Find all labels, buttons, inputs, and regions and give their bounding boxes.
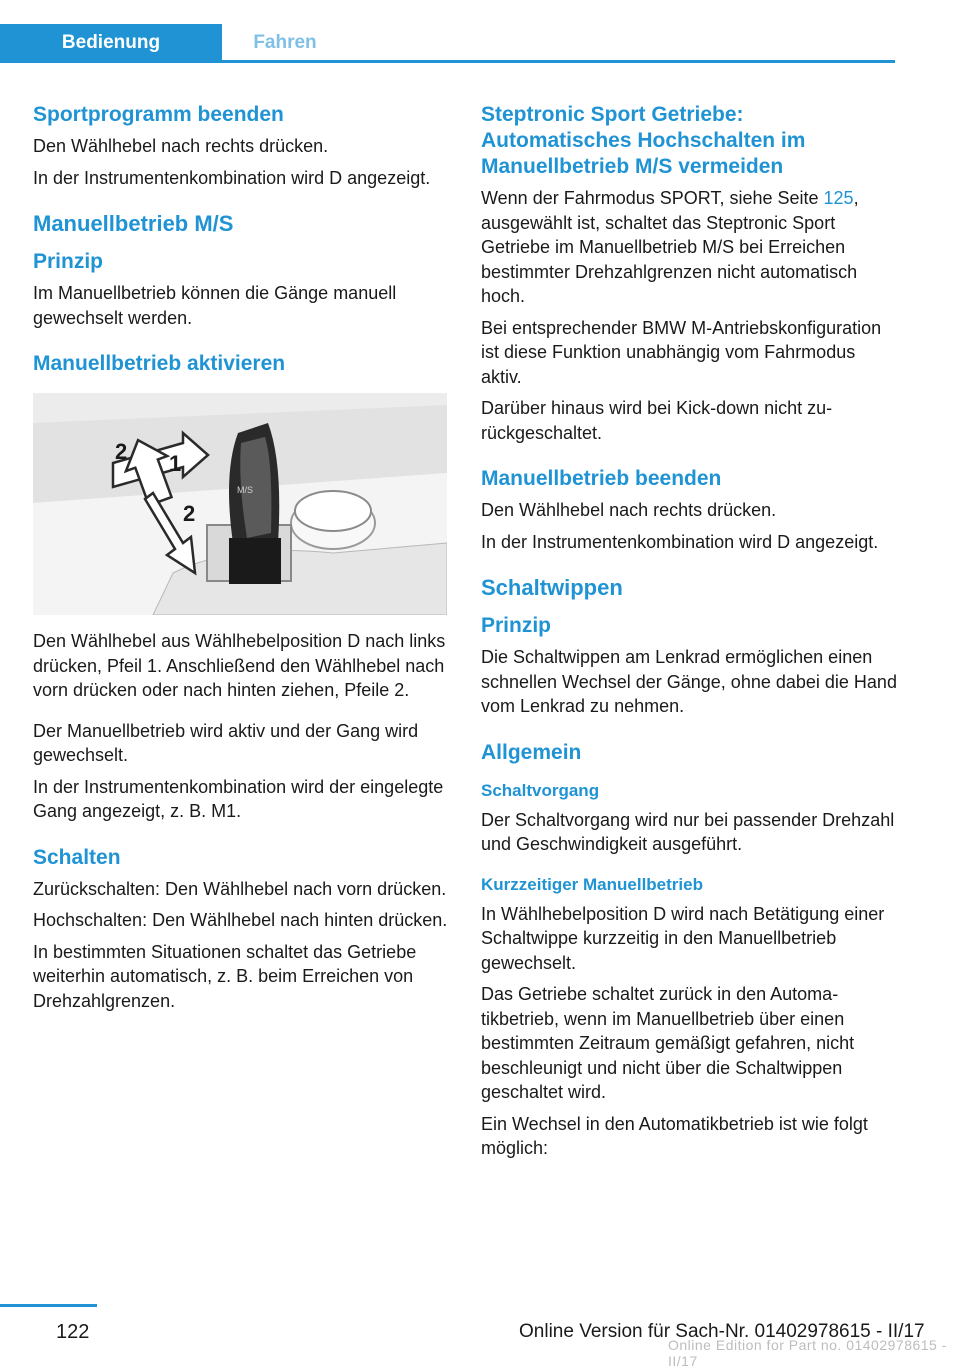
short-manual-text-1: In Wählhebelposition D wird nach Betätigung einer Schaltwippe kurzzeitig in den Manuellbetrieb gewechselt. [481, 903, 885, 973]
steptronic-text-1 [481, 186, 899, 309]
watermark: Online Edition for Part no. 01402978615 - II/17 [668, 1337, 947, 1369]
manual-end-text-2: In der Instrumentenkombination wird D angezeigt. [481, 531, 879, 552]
manual-mode-heading: Manuellbetrieb M/S [33, 211, 234, 236]
paddles-heading: Schaltwippen [481, 575, 623, 600]
shift-text-1: Zurückschalten: Den Wählhebel nach vorn drücken. [33, 878, 447, 899]
activate-text-1: Den Wählhebel aus Wählhebelposition D nach links drücken, Pfeil 1. Anschließend den Wählhebel nach vorn drücken oder nach hinten ziehen, Pfeile 2. [33, 631, 446, 700]
steptronic-heading: Steptronic Sport Getriebe: Automatisches Hochschalten im Manuellbetrieb M/S vermeiden [481, 103, 806, 178]
short-manual-text-3: Ein Wechsel in den Automatikbetrieb ist wie folgt möglich: [481, 1113, 868, 1158]
steptronic-text-2: Bei entsprechender BMW M-Antriebskonfiguration ist diese Funktion unabhängig vom Fahrmodus aktiv. [481, 317, 882, 387]
page-number: 122 [56, 1321, 90, 1343]
arrow-2b-label: 2 [183, 501, 196, 526]
manual-end-text-1: Den Wählhebel nach rechts drücken. [481, 500, 777, 520]
gear-selector-illustration [33, 393, 447, 615]
tab-fahren[interactable]: Fahren [253, 32, 317, 53]
manual-activate-heading: Manuellbetrieb aktivieren [33, 352, 286, 375]
arrow-2a-label: 2 [115, 439, 128, 464]
steptronic-text-1b: , ausgewählt ist, schaltet das Steptronic Sport Getriebe im Manuellbetrieb M/S bei Erreichen bestimmter Drehzahlgrenzen nicht automatisch hoch. [481, 188, 859, 306]
tab-bedienung[interactable]: Bedienung [0, 24, 222, 60]
sport-end-heading: Sportprogramm beenden [33, 103, 284, 126]
right-column [481, 102, 899, 1168]
activate-text-3: In der Instrumentenkombination wird der eingelegte Gang angezeigt, z. B. M1. [33, 776, 444, 821]
left-column [33, 102, 451, 1020]
paddles-prinzip-heading: Prinzip [481, 614, 552, 637]
short-manual-heading: Kurzzeitiger Manuellbetrieb [481, 874, 703, 894]
prinzip-heading: Prinzip [33, 250, 104, 273]
steptronic-text-3: Darüber hinaus wird bei Kick-down nicht zurückgeschaltet. [481, 398, 833, 443]
steptronic-text-1a: Wenn der Fahrmodus SPORT, siehe Seite [481, 188, 824, 208]
chapter-tabs [0, 24, 895, 62]
shift-text-3: In bestimmten Situationen schaltet das Getriebe weiterhin automatisch, z. B. beim Erreichen von Drehzahlgrenzen. [33, 941, 417, 1011]
gear-selector-figure [33, 393, 447, 615]
shift-text-2: Hochschalten: Den Wählhebel nach hinten drücken. [33, 910, 448, 930]
prinzip-text: Im Manuellbetrieb können die Gänge manuell gewechselt werden. [33, 283, 397, 328]
general-heading: Allgemein [481, 740, 582, 764]
gear-ms-label: M/S [237, 485, 254, 495]
activate-text-2: Der Manuellbetrieb wird aktiv und der Gang wird gewechselt. [33, 720, 419, 765]
header-rule [0, 60, 895, 63]
sport-end-text-1: Den Wählhebel nach rechts drücken. [33, 136, 329, 156]
manual-end-heading: Manuellbetrieb beenden [481, 467, 722, 490]
shift-heading: Schalten [33, 845, 121, 869]
sport-end-text-2: In der Instrumentenkombination wird D angezeigt. [33, 167, 431, 188]
footer-rule [0, 1304, 97, 1307]
arrow-1-label: 1 [169, 451, 182, 476]
short-manual-text-2: Das Getriebe schaltet zurück in den Automatikbetrieb, wenn im Manuellbetrieb über einen bestimmten Zeitraum gemäßigt gefahren, nicht beschleunigt und nicht über die Schaltwippen geschaltet wird. [481, 984, 855, 1102]
page-125-link[interactable]: 125 [823, 188, 854, 208]
paddles-prinzip-text: Die Schaltwippen am Lenkrad ermöglichen einen schnellen Wechsel der Gänge, ohne dabei die Hand vom Lenkrad zu nehmen. [481, 647, 897, 716]
footer-version: Online Version für Sach-Nr. 01402978615 - II/17 [519, 1321, 925, 1342]
shift-process-text: Der Schaltvorgang wird nur bei passender Drehzahl und Geschwindigkeit ausgeführt. [481, 809, 895, 854]
shift-process-heading: Schaltvorgang [481, 780, 600, 800]
